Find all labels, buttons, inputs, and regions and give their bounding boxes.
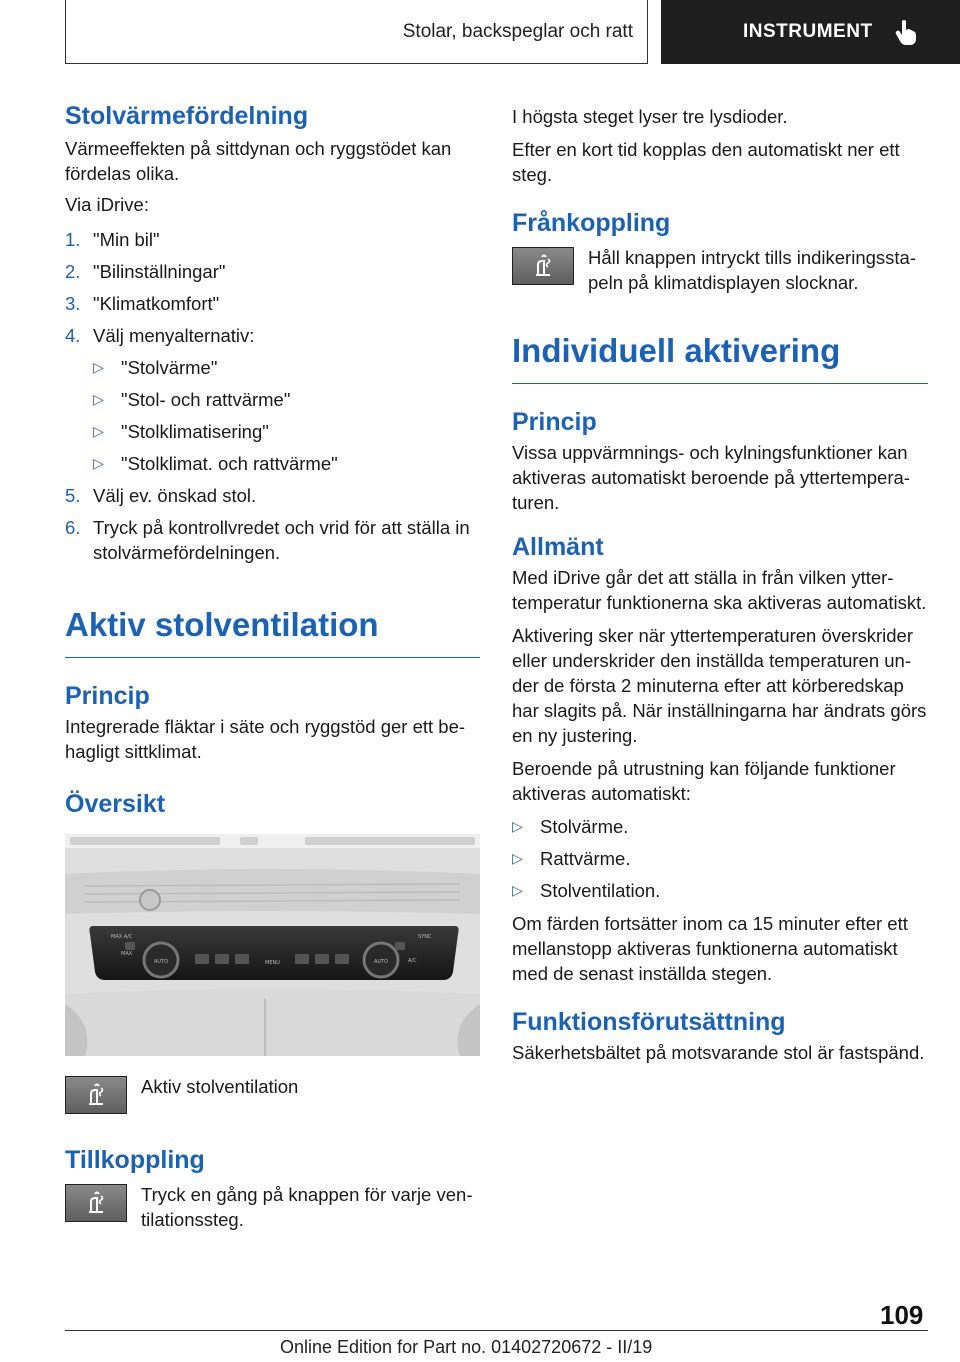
heading-principle: Princip (65, 682, 150, 710)
heading-individual-activation: Individuell aktivering (512, 329, 928, 384)
list-item: ▷ Stolvärme. (512, 816, 629, 837)
paragraph-principle: Integrerade fläktar i säte och ryggstöd ger ett behagligt sittklimat. (65, 716, 466, 762)
header-section (65, 0, 648, 64)
triangle-bullet-icon: ▷ (512, 882, 523, 898)
header-section-title: Stolar, backspeglar och ratt (402, 20, 633, 42)
paragraph-requirement: Säkerhetsbältet på motsvarande stol är fastspänd. (512, 1042, 925, 1063)
paragraph-general-2: Aktivering sker när yttertemperaturen överskrider eller underskrider den inställda temperaturen under de första 2 minuterna efter att körberedskap har slagits på. När inställningarna har ändrats görs en ny justering. (512, 625, 927, 746)
list-item: 5. Välj ev. önskad stol. (65, 485, 257, 506)
switch-on-row (65, 1182, 480, 1232)
icon-caption: Aktiv stolventilation (141, 1076, 299, 1097)
max-label: MAX (121, 951, 133, 957)
list-item: ▷ Rattvärme. (512, 848, 631, 869)
header-chapter (661, 0, 960, 64)
heading-general: Allmänt (512, 533, 604, 561)
heading-switch-on: Tillkoppling (65, 1146, 205, 1174)
paragraph-general-3: Beroende på utrustning kan följande funktioner aktiveras automatiskt: (512, 758, 896, 804)
switch-off-row (512, 245, 928, 295)
right-knob-label: AUTO (373, 959, 389, 965)
steps-list-continued (65, 483, 480, 565)
paragraph-top-1: I högsta steget lyser tre lysdioder. (512, 106, 788, 127)
triangle-bullet-icon: ▷ (512, 850, 523, 866)
menu-label: MENU (265, 960, 280, 966)
sync-label: SYNC (418, 934, 432, 940)
paragraph-general-4: Om färden fortsätter inom ca 15 minuter efter ett mellanstopp aktiveras funktionerna automatiskt med de senast inställda stegen. (512, 913, 908, 984)
page-number: 109 (880, 1300, 924, 1330)
footer-divider (65, 1330, 928, 1331)
triangle-bullet-icon: ▷ (93, 359, 104, 375)
paragraph-via-idrive: Via iDrive: (65, 194, 149, 215)
list-item: 6. Tryck på kontrollvredet och vrid för att ställa in stolvärmefördelningen. (65, 517, 470, 563)
left-knob-label: AUTO (153, 959, 169, 965)
paragraph-top-2: Efter en kort tid kopplas den automatiskt ner ett steg. (512, 139, 900, 185)
list-item: ▷ "Stolvärme" (93, 357, 218, 378)
triangle-bullet-icon: ▷ (512, 818, 523, 834)
substeps-list (65, 355, 480, 476)
heading-active-seat-ventilation: Aktiv stolventilation (65, 603, 480, 658)
paragraph-distribution: Värmeeffekten på sittdynan och ryggstödet kan fördelas olika. (65, 138, 452, 184)
list-item: 4. Välj menyalternativ: (65, 325, 255, 346)
list-item: ▷ "Stolklimat. och rattvärme" (93, 453, 338, 474)
right-column (512, 104, 928, 1065)
heading-seat-heat-distribution: Stolvärmefördelning (65, 102, 309, 130)
list-item: ▷ "Stolklimatisering" (93, 421, 269, 442)
climate-control-photo (65, 834, 480, 1056)
paragraph-principle-right: Vissa uppvärmnings- och kylningsfunktioner kan aktiveras automatiskt beroende på yttertemperaturen. (512, 442, 910, 513)
triangle-bullet-icon: ▷ (93, 423, 104, 439)
climate-panel-illustration (65, 834, 480, 1056)
heading-switch-off: Frånkoppling (512, 209, 671, 237)
left-column (65, 100, 480, 1232)
ac-label: A/C (408, 958, 417, 964)
list-item: 2. "Bilinställningar" (65, 261, 226, 282)
triangle-bullet-icon: ▷ (93, 391, 104, 407)
max-ac-label: MAX A/C (111, 934, 133, 940)
list-item: 1. "Min bil" (65, 229, 160, 250)
heading-overview: Översikt (65, 790, 166, 818)
list-item: 3. "Klimatkomfort" (65, 293, 220, 314)
seat-ventilation-button-icon (512, 247, 574, 285)
list-item: ▷ Stolventilation. (512, 880, 661, 901)
seat-ventilation-button-icon (65, 1076, 127, 1114)
paragraph-switch-on: Tryck en gång på knappen för varje ventilationssteg. (141, 1184, 473, 1230)
header-chapter-title: INSTRUMENT (743, 21, 873, 42)
heading-principle-right: Princip (512, 408, 597, 436)
triangle-bullet-icon: ▷ (93, 455, 104, 471)
pointing-hand-icon (895, 19, 917, 45)
seat-ventilation-button-icon (65, 1184, 127, 1222)
steps-list (65, 227, 480, 348)
paragraph-switch-off: Håll knappen intryckt tills indikeringsstapeln på klimatdisplayen slocknar. (588, 247, 917, 293)
footer-edition: Online Edition for Part no. 01402720672 - II/19 (280, 1337, 653, 1357)
list-item: ▷ "Stol- och rattvärme" (93, 389, 291, 410)
ventilation-icon-row (65, 1074, 480, 1114)
paragraph-general-1: Med iDrive går det att ställa in från vilken yttertemperatur funktionerna ska aktiveras automatiskt. (512, 567, 927, 613)
auto-functions-list (512, 814, 928, 903)
heading-requirement: Funktionsförutsättning (512, 1008, 786, 1036)
